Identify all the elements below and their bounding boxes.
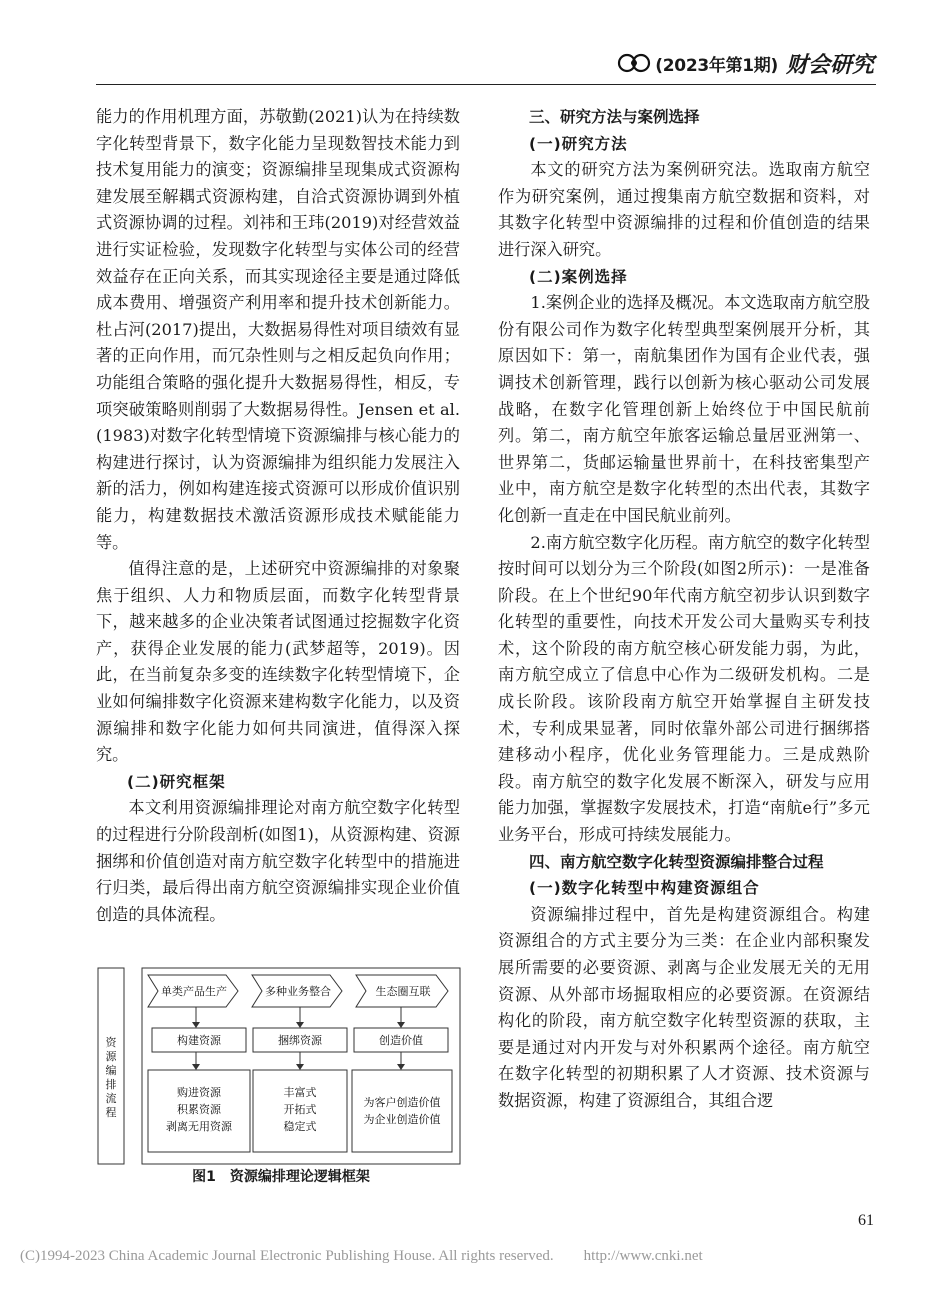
journal-title: 财会研究	[785, 52, 874, 78]
side-label-char: 流	[105, 1092, 117, 1105]
heading-build-resources: (一)数字化转型中构建资源组合	[529, 879, 760, 898]
step-label-3: 创造价值	[379, 1034, 423, 1047]
journal-header	[617, 48, 874, 78]
detail-2-line-1: 丰富式	[283, 1086, 317, 1099]
stage-label-3: 生态圈互联	[375, 985, 431, 998]
left-paragraph-2: 值得注意的是，上述研究中资源编排的对象聚焦于组织、人力和物质层面，而数字化转型背景下，越来越多的企业决策者试图通过挖掘数字化资产，获得企业发展的能力(武梦超等，2019)。因此，在当前复杂多变的连续数字化转型情境下，企业如何编排数字化资源来建构数字化能力，以及资源编排和数字化能力如何共同演进，值得深入探究。	[96, 559, 460, 765]
arrowhead-icon	[192, 1022, 200, 1028]
detail-2-line-3: 稳定式	[283, 1120, 317, 1133]
stage-label-2: 多种业务整合	[265, 985, 331, 998]
case-paragraph-1: 1.案例企业的选择及概况。本文选取南方航空股份有限公司作为数字化转型典型案例展开分析，其原因如下：第一，南航集团作为国有企业代表，强调技术创新管理，践行以创新为核心驱动公司发展战略，在数字化管理创新上始终位于中国民航前列。第二，南方航空年旅客运输总量居亚洲第一、世界第二，货邮运输量世界前十，在科技密集型产业中，南方航空是数字化转型的杰出代表，其数字化创新一直走在中国民航业前列。	[498, 293, 870, 525]
journal-logo-icon	[617, 53, 651, 73]
arrowhead-icon	[192, 1064, 200, 1070]
arrowhead-icon	[397, 1064, 405, 1070]
side-label-char: 源	[105, 1050, 117, 1063]
arrowhead-icon	[397, 1022, 405, 1028]
detail-1-line-2: 积累资源	[177, 1103, 221, 1116]
page-number: 61	[858, 1212, 874, 1229]
heading-research-framework: (二)研究框架	[127, 772, 226, 791]
side-label-char: 排	[105, 1078, 117, 1091]
figure-caption: 图1 资源编排理论逻辑框架	[192, 1169, 370, 1185]
step-label-2: 捆绑资源	[278, 1034, 322, 1047]
issue-label: (2023年第1期)	[655, 55, 778, 76]
step-label-1: 构建资源	[177, 1034, 221, 1047]
build-paragraph: 资源编排过程中，首先是构建资源组合。构建资源组合的方式主要分为三类：在企业内部积聚发展所需要的必要资源、剥离与企业发展无关的无用资源、从外部市场掘取相应的必要资源。在资源结构化的阶段，南方航空数字化转型资源的获取，主要是通过对内开发与对外积累两个途径。南方航空在数字化转型的初期积累了人才资源、技术资源与数据资源，构建了资源组合，其组合逻	[498, 904, 870, 1110]
arrowhead-icon	[296, 1064, 304, 1070]
detail-2-line-2: 开拓式	[283, 1103, 317, 1116]
detail-box-3	[352, 1070, 452, 1152]
detail-3-line-2: 为企业创造价值	[363, 1113, 441, 1126]
detail-1-line-1: 购进资源	[177, 1086, 221, 1099]
figure-1-diagram	[96, 966, 466, 1166]
method-paragraph: 本文的研究方法为案例研究法。选取南方航空作为研究案例，通过搜集南方航空数据和资料，对其数字化转型中资源编排的过程和价值创造的结果进行深入研究。	[498, 160, 870, 259]
heading-case-selection: (二)案例选择	[529, 267, 628, 286]
side-label-char: 编	[105, 1064, 117, 1077]
case-paragraph-2: 2.南方航空数字化历程。南方航空的数字化转型按时间可以划分为三个阶段(如图2所示)：一是准备阶段。在上个世纪90年代南方航空初步认识到数字化转型的重要性，向技术开发公司大量购买专利技术，这个阶段的南方航空核心研发能力弱，为此，南方航空成立了信息中心作为二级研发机构。二是成长阶段。该阶段南方航空开始掌握自主研发技术，专利成果显著，同时依靠外部公司进行捆绑搭建移动小程序，优化业务管理能力。三是成熟阶段。南方航空的数字化发展不断深入，研发与应用能力加强，掌握数字发展技术，打造“南航e行”多元业务平台，形成可持续发展能力。	[498, 532, 870, 845]
left-paragraph-3: 本文利用资源编排理论对南方航空数字化转型的过程进行分阶段剖析(如图1)，从资源构建、资源捆绑和价值创造对南方航空数字化转型中的措施进行归类，最后得出南方航空资源编排实现企业价值创造的具体流程。	[96, 798, 460, 924]
arrowhead-icon	[296, 1022, 304, 1028]
left-column	[96, 104, 460, 928]
heading-section-3: 三、研究方法与案例选择	[529, 108, 700, 126]
heading-section-4: 四、南方航空数字化转型资源编排整合过程	[529, 852, 824, 871]
right-column	[498, 104, 870, 1115]
copyright-notice: (C)1994-2023 China Academic Journal Electronic Publishing House. All rights reserved. http://www.cnki.net	[20, 1248, 703, 1264]
detail-3-line-1: 为客户创造价值	[363, 1096, 441, 1109]
detail-1-line-3: 剥离无用资源	[166, 1120, 232, 1133]
left-paragraph-1: 能力的作用机理方面，苏敬勤(2021)认为在持续数字化转型背景下，数字化能力呈现数智技术能力到技术复用能力的演变；资源编排呈现集成式资源构建发展至解耦式资源构建，自洽式资源协调到外植式资源协调的过程。刘祎和王玮(2019)对经营效益进行实证检验，发现数字化转型与实体公司的经营效益存在正向关系，而其实现途径主要是通过降低成本费用、增强资产利用率和提升技术创新能力。杜占河(2017)提出，大数据易得性对项目绩效有显著的正向作用，而冗杂性则与之相反起负向作用；功能组合策略的强化提升大数据易得性，相反，专项突破策略则削弱了大数据易得性。Jensen et al.(1983)对数字化转型情境下资源编排与核心能力的构建进行探讨，认为资源编排为组织能力发展注入新的活力，例如构建连接式资源可以形成价值识别能力，构建数据技术激活资源形成技术赋能能力等。	[96, 107, 460, 552]
side-label-char: 资	[105, 1036, 117, 1049]
header-rule	[96, 84, 876, 85]
stage-label-1: 单类产品生产	[161, 985, 227, 998]
heading-research-method: (一)研究方法	[529, 134, 628, 153]
side-label-char: 程	[105, 1106, 117, 1119]
